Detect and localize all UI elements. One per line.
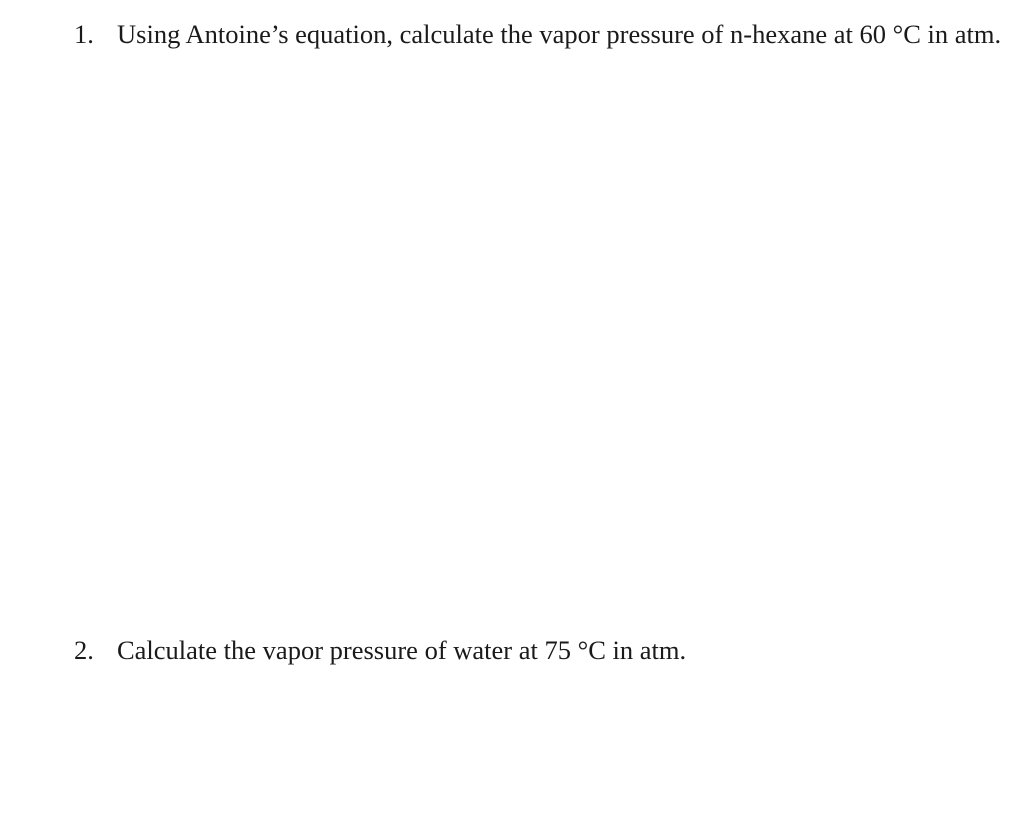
question-2: [74, 634, 1014, 667]
question-text: Using Antoine’s equation, calculate the vapor pressure of n-hexane at 60 °C in atm.: [117, 19, 1002, 49]
question-text: Calculate the vapor pressure of water at 75 °C in atm.: [117, 635, 687, 665]
question-1: [74, 18, 1014, 51]
question-number: 1.: [74, 19, 94, 49]
question-number: 2.: [74, 635, 94, 665]
